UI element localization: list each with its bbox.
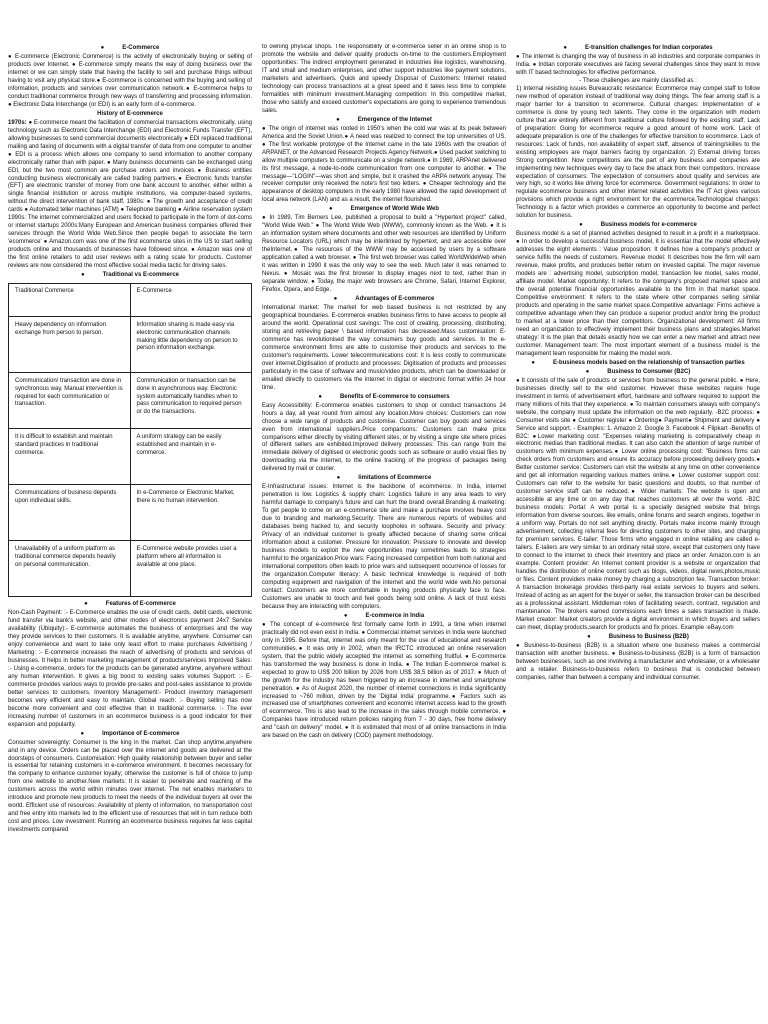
table-cell: Communication/ transaction are done in synchronous way. Manual intervention is required for each communication or transaction. <box>9 373 131 429</box>
table-cell: E-Commerce website provides user a platform where all information is available at one place. <box>130 541 252 597</box>
table-cell: Communication or transaction can be done in asynchronous way. Electronic system automatically handles when to pass communication to required person or do the transactions. <box>130 373 252 429</box>
heading-importance: ● Importance of E-commerce <box>80 730 180 737</box>
table-cell: In e-Commerce or Electronic Market, there is no human intervention. <box>130 485 252 541</box>
benefits-paragraph: Easy Accessibility: E-commerce enables customers to shop or conduct transactions 24 hours a day, all year round from almost any location.More choices: Customers can now choose a wide range of products and customise. Customer can buy goods and services even from international suppliers.Price comparisons: Customers can make price comparisons either directly by visiting different sites, or by visiting a single site where prices of different sellers are exhibited.Improved delivery processes: This can range from the immediate delivery of digitised or electronic goods such as software or audio visual files by downloading via the internet, to the online tracking of the progress of packages being delivered by mail or courier. <box>262 402 506 473</box>
heading-b2c: ● Business to Consumer (B2C) <box>585 368 691 375</box>
column-middle <box>262 44 506 1024</box>
heading-ebusiness-models: ● E-business models based on the relationship of transaction parties <box>531 359 745 366</box>
table-cell: Communications of business depends upon individual skills. <box>9 485 131 541</box>
table-row <box>9 429 252 485</box>
heading-b2b: ● Business to Business (B2B) <box>587 633 689 640</box>
b2c-paragraph: ● It consists of the sale of products or services from business to the general public. ● Here, businesses directly sell to the end customer. However these websites require huge investment in terms of advertisement effort, hardware and software required to support the many millions of hits that they experience. ● To maintain consumers always with company's website, the company must update the information on the web regularly. -B2C process: ● Consumer visits site ● Customer register ● Ordering● Payment● Shipment and delivery ● Service and support. - Examples: 1. Amazon 2. Google 3. Facebook 4. Flipkart -Benefits of B2C: ●Lower marketing cost: "Expenses relating marketing is comparatively cheap in electronic medias than traditional medias. It can also catch the attention of large number of customers with minimum expenses.● Lower online processing cost: "Business firms can check orders from customers and ensure its accuracy before proceeding delivery goods.● Better customer service: Customers can visit the website at any time on other convenience and get all information regarding various matters online.● Lower customer support cost: Customers can refer to the website for basic questions and doubts, so that number of customer service staff can be reduced.● Wider markets: The website is open and accessible at any time or on any day that reaches customers all over the world. -B2C business models: Portal: A web portal is a specially designed website that brings information from diverse sources, like emails, online forums and search engines, together in a uniform way. Portals do not sell anything directly. Portals make income mainly through advertisement, collecting referral fees for directing customers to other sites, and charging for premium services. E-tailer: Those firms who engaged in online retailing are called e-tailers. E-tailers are very similar to an ordinary retail store, except that customers only have to connect to the internet to check their inventory and place an order. Amazon.com is an example. Content provider: An Internet content provider is a website or organization that handles the distribution of online content such as blogs, videos, digital news,photos,music or files. Content providers make money by charging a subscription fee. Transaction broker: A transaction brokerage provides third-party real estate services to buyers and sellers. Instead of acting as an agent for the buyer or seller, the transaction broker can be described as a professional assistant. Middleman roles of facilitating search, contract, regulation and maintenance. The brokers earned commissions each times a sales transaction is made. Market creator: Market creators provide a digital environment in which buyers and sellers can meet, display products,search for products and fix prices. Example :eBay.com <box>516 377 760 631</box>
column-left <box>8 44 252 1024</box>
challenges-paragraph: 1) Internal resisting issues Bureaucratic resistance: Ecommerce may compel staff to follow new method of operation instead of traditional way doing things. The fear among staff is a major barrier for a transition to ecommerce. Cultural changes: Implementation of e commerce is done by young tech talents. They come in the organization with modern culture that are entirely different from traditional culture followed by the existing staff. Lack of preparation: Going for ecommerce require a good amount of home work. Lack of adequate preparation is one of the challenges for effective transition to ecommerce. Lack of resources: Lack of funds, non availability of expert staff, absence of training/skilles to the existing employees are major barriers facing by organization. 2) External driving forces Strong competition: Now competitions are the part of any business and companies are implementing new techniques every day to face the attack from their competitors. Increase expectation of consumers: The expectation of consumers about quality and services are very high, so it works like driving force for ecommerce. Government regulations: In order to regulate ecommerce business and other internet related activities the IT Act gives various provisions which provide a right environment for the ecommerce.Technological changes: Technology is a factor which provides e commerce an opportunity to become and perfect solution for business. <box>516 85 760 220</box>
heading-advantages: ● Advantages of E-commerce <box>333 296 435 303</box>
advantages-paragraph: International market: The market for web based business is not restricted by any geographical boundaries. E-commerce enables business firms to have access to people all around the world. Operational cost savings: The cost of creating, processing, distributing, storing and retrieving paper \ based information has decreased.Mass customisation: E-commerce has revolutionised the way consumers buy goods and services. In the e-commerce environment firms are able to customise their products and services to the customer's requirements. Lower telecommunications cost: It is less costly to communicate over internet.Digitisation of products and processes: Digitisation of products and processes particularly in the case of software and music/video products, which can be downloaded or emailed directly to customers via the internet in digital or electronic format within 24 hour time. <box>262 305 506 391</box>
internet-paragraph: ● The origin of internet was rooted in 1950's when the cold war was at its peak between America and the Soviet Union.● A need was realized to connect the top universities of US. ● The first workable prototype of the Internet came in the late 1960s with the creation of ARPANET, or the Advanced Research Projects Agency Network.● Used packet switching to allow multiple computers to communicate on a single network.● In 1969, ARPAnet delivered its first message, a node-to-node communication from one computer to another. ● The message—"LOGIN"—was short and simple, but it crashed the ARPA network anyway. The receiver computer only received the note's first two letters. ● Cheaper technology and the appearance of desktop computers in the early 1980 have allowed the rapid development of local area network (LAN) and as a result, the internet flourished. <box>262 125 506 204</box>
heading-ecommerce: ● E-Commerce <box>100 45 160 51</box>
column-right <box>516 44 760 1024</box>
table-row <box>9 485 252 541</box>
heading-emergence-internet: ● Emergence of the Internet <box>336 116 432 123</box>
heading-traditional-vs-ecommerce: ● Traditional vs E-commerce <box>81 272 179 279</box>
comparison-table <box>8 283 252 597</box>
ecommerce-definition-paragraph: ● E-commerce (Electronic Commerce) is the activity of electronically buying or selling of products over Internet. ● E-commerce simply means the way of doing business over the internet or we can simply state that having the facility to sell and purchase things without having to visit any physical store.● E-commerce is concerned with the buying and selling of information, products and services over communication network.● E-commerce helps to conduct traditional commerce through new ways of transferring and processing information. ● Electronic Data Interchange (or EDI) is an early form of e-commerce. <box>8 53 252 108</box>
heading-emergence-www: ● Emergence of World Wide Web <box>328 206 440 213</box>
b2b-paragraph: ● Business-to-business (B2B) is a situation where one business makes a commercial transaction with another business. ● Business-to-business (B2B) is a form of transaction between businesses, such as one involving a manufacturer and wholesaler, or a wholesaler and a retailer. Business-to-business refers to business that is conducted between companies, rather than between a company and individual consumer. <box>516 642 760 681</box>
heading-business-models: ● Business models for e-commerce <box>579 222 697 229</box>
table-row <box>9 373 252 429</box>
table-row <box>9 541 252 597</box>
importance-paragraph: Consumer sovereignty: Consumer is the king in the market. Can shop anytime,anywhere and in any device. Orders can be placed over the internet and goods are delivered at the doorsteps of consumers. Customisation: High quality relationship between buyer and seller is essential for retaining customers in e-commerce environment. It becomes necessary for the company to enhance customer loyalty; otherwise the customer is full of choice to jump from one website to another.New markets: It is easier to penetrate and reaching of the customers across the world within minutes over internet. The net enables marketers to introduce and promote new products to meet the needs of the individual buyers all over the world. Efficient use of resources: Availability of plenty of information, no transportation cost and free entry into markets led to the efficient use of resources that will in turn reduce both cost and prices. Low investment: Running an ecommerce business requires far less capital investments compared <box>8 739 252 834</box>
table-cell: Unavailability of a uniform platform as traditional commerce depends heavily on personal communication. <box>9 541 131 597</box>
heading-benefits-consumers: ● Benefits of E-commerce to consumers <box>318 393 450 400</box>
history-text: ● E-commerce meant the facilitation of commercial transactions electronically, using technology such as Electronic Data Interchange (EDI) and Electronic Funds Transfer (EFT), allowing businesses to send commercial documents electronically ● EDI replaced traditional mailing and faxing of documents with a digital transfer of data from one computer to another ● EDI is a process which allows one company to send information to another company electronically rather than with paper. ● Many business documents can be exchanged using EDI, but the two most common are purchase orders and invoices.● Business entities conducting business electronically are called trading partners.● Electronic funds transfer (EFT) are electronic transfer of money from one bank account to another, either within a single financial institution or across multiple institutions, via computer-based systems, without the direct intervention of bank staff. 1980s: ● The growth and acceptance of credit cards ● Automated teller machines (ATM) ● Telephone banking ● Airline reservation system 1990s: The internet commercialized and users flocked to participate in the form of dot-coms or internet startups 2000s:Many European and American business companies offered their services through the World Wide Web.Since then people began to associate the term 'ecommerce' ● Amazon.com was one of the first ecommerce sites in the US to start selling products online and thousands of businesses have followed since. ● Amazon was one of the first online retailers to add user reviews with a rating scale for products. Customer reviews are now considered the most effective social media tactic for driving sales. <box>8 119 252 270</box>
history-paragraph <box>8 120 252 271</box>
table-header-row <box>9 284 252 317</box>
e-transition-paragraph: ● The internet is changing the way of business in all industries and corporate companies in India. ● Indian corporate executives are facing several challenges since they want to move with IT based technologies for effective performance. <box>516 53 760 76</box>
features-paragraph: Non-Cash Payment: :- E-Commerce enables the use of credit cards, debit cards, electronic fund transfer via bank's website, and other modes of electronics payment 24x7 Service availability (Ubiquity):- E-commerce automates the business of enterprises and the way they provide services to their customers. It is available anytime, anywhere. Consumer can enjoy convenience and want to take only least effort to make purchases Advertising / Marketing: :- E-commerce increases the reach of advertising of products and services of businesses. It helps in better marketing management of products/services Improved Sales: :- Using e-commerce, orders for the products can be generated anytime, anywhere without any human intervention. It gives a big boost to existing sales volumes Support: :- E-commerce provides various ways to provide pre-sales and post-sales assistance to provide better services to customers. Inventory Management:- Product inventory management becomes very efficient and easy to maintain. Global reach: :- Buying selling has now become more convenient and cost effective than in traditional commerce. :- The ever increasing number of customers in an ecommerce business is a good indicator for their expansion and popularity. <box>8 610 252 728</box>
heading-e-transition: ● E-transition challenges for Indian corporates <box>563 45 713 51</box>
india-paragraph: ● The concept of e-commerce first formally came forth in 1991, a time when internet practically did not even exist in India. ● Commercial internet services in India were launched only in 1995. Before that, internet was only meant for the use of educational and research communities.● It was only in 2002, when the IRCTC introduced an online reservation system, that the public widely accepted the internet as something fruitful. ● E-commerce has transformed the way business is done in India. ● The Indian E-commerce market is expected to grow to US$ 200 billion by 2026 from US$ 38.5 billion as of 2017. ● Much of the growth for the industry has been triggered by an increase in internet and smartphone penetration. ● As of August 2020, the number of internet connections in India significantly increased to ~760 million, driven by the 'Digital India' programme.● Factors such as increased use of smartphones convenient and economic internet access lead to the growth of ecommerce. This is also lead to the increase in the sales through mobile commerce. ● Companies have introduced return policies ranging from 7 - 30 days, free home delivery and "cash on delivery" model. ● It is estimated that most of all online transactions in India are based on the cash on delivery (COD) payment methodology. <box>262 621 506 740</box>
table-cell: It is difficult to establish and maintain standard practices in traditional commerce. <box>9 429 131 485</box>
table-header-traditional: Traditional Commerce <box>9 284 131 317</box>
www-paragraph: ● In 1989, Tim Berners Lee, published a proposal to build a "Hypertext project" called, "World Wide Web." ● The World Wide Web (WWW), commonly known as the Web. ● It is an information system where documents and other web resources are identified by Uniform Resource Locators (URL) which may be interlinked by hypertext, and are accessible over theInternet.● The resources of the WWW may be accessed by users by a software application called a web browser. ● The first web browser was called WorldWideWeb when it was written in 1990 it was the only way to see the web. Much later it was renamed to Nexus. ● Mosaic was the first browser to display images next to text, rather than in separate window. ● Today, the major web browsers are Chrome, Safari, Internet Explorer, Firefox, Opera, and Edge. <box>262 215 506 294</box>
heading-limitations: ● limitations of Ecommerce <box>336 475 432 482</box>
heading-ecommerce-india: ● E-commerce in India <box>343 612 425 619</box>
table-header-ecommerce: E-Commerce <box>130 284 252 317</box>
table-cell: Heavy dependency on information exchange from person to person. <box>9 317 131 373</box>
table-cell: A uniform strategy can be easily established and maintain in e-commerce. <box>130 429 252 485</box>
challenges-classified-line: - These challenges are mainly classified as : <box>579 77 697 84</box>
history-1970s-label: 1970s: <box>8 119 29 126</box>
heading-history: History of E-commerce <box>97 110 163 117</box>
business-models-paragraph: Business model is a set of planned activities designed to result in a profit in a marketplace. ● In order to develop a successful business model, it is essential that the model effectively addresses the eight elements : Value proposition: It defines how a company's product or service fulfils the needs of customers. Revenue model: It describes how the firm will earn revenue, make profits, and produces better return on invested capital. The major revenue models are : advertising model, subscription model, transaction fee model, sales model, affiliate model. Market opportunity: It refers to the company's proposed market space and the overall potential financial opportunities available to the firm in that market space. Competitive environment: It refers to the state where other companies selling similar products and operating in the same market space.Competitive advantage: Firms achieve a competitive advantage when they can produce a superior product and/or bring the product to market at a lower price than their competitors. Organizational development: All firms need an organization to effectively implement their business plans and strategies.Market strategy: It is the plan that details exactly how we can enter a new market and attract new customer. Management team: The most important element of a business model is the management team responsible for making the model work. <box>516 231 760 357</box>
importance-continued-paragraph: to owning physical shops. The responsibility of e-commerce seller in an online shop is to promote the website and deliver quality products on-time to the customers.Employment opportunities: The indirect employment generated in industries like logistics, warehousing, IT and small and medium enterprises, and other support industries like payment solutions, marketers and advertisers. Quick and speedy Disposal of Customers: Internet related technology can process transactions at a great speed and it takes less time to complete formalities with minimum investment.Managing competition: In this competitive market, those who satisfy and exceed customer's expectations are going to experience tremendous sales. <box>262 44 506 114</box>
heading-features: ● Features of E-commerce <box>84 601 176 608</box>
table-cell: Information sharing is made easy via electronic communication channels making little dependency on person to person information exchange. <box>130 317 252 373</box>
limitations-paragraph: E-Infrastructural issues: Internet is the backbone of ecommerce. In India, internet penetration is low. Logistics & supply chain: Logistics failure in any area leads to very harmful damage to company's future and can hurt the brand overall.Branding & marketing: To get people to come on an e-commerce site and make a purchase involves heavy cost due to branding and marketing.Security: There are numerous reports of websites and databases being hacked to, and security loopholes in software. Security and privacy: Privacy of an individual customer is greatly affected because of sharing some critical information about a customer. Pressure for innovation: Pressure to innovate and develop business models to exploit the new opportunities may sometimes leads to strategies harmful to the organization.Price wars: Facing increased competition from both national and international competitors often leads to price wars and subsequent occurrence of losses for the organization.Computer literacy: A basic technical knowledge is required of both computing equipment and navigation of the internet and the world wide web.No personal contact: Customers are more comfortable in buying products physically face to face. Customers are unable to touch and feel goods being sold online. A lack of trust exists because they are interacting with computers. <box>262 484 506 610</box>
table-row <box>9 317 252 373</box>
